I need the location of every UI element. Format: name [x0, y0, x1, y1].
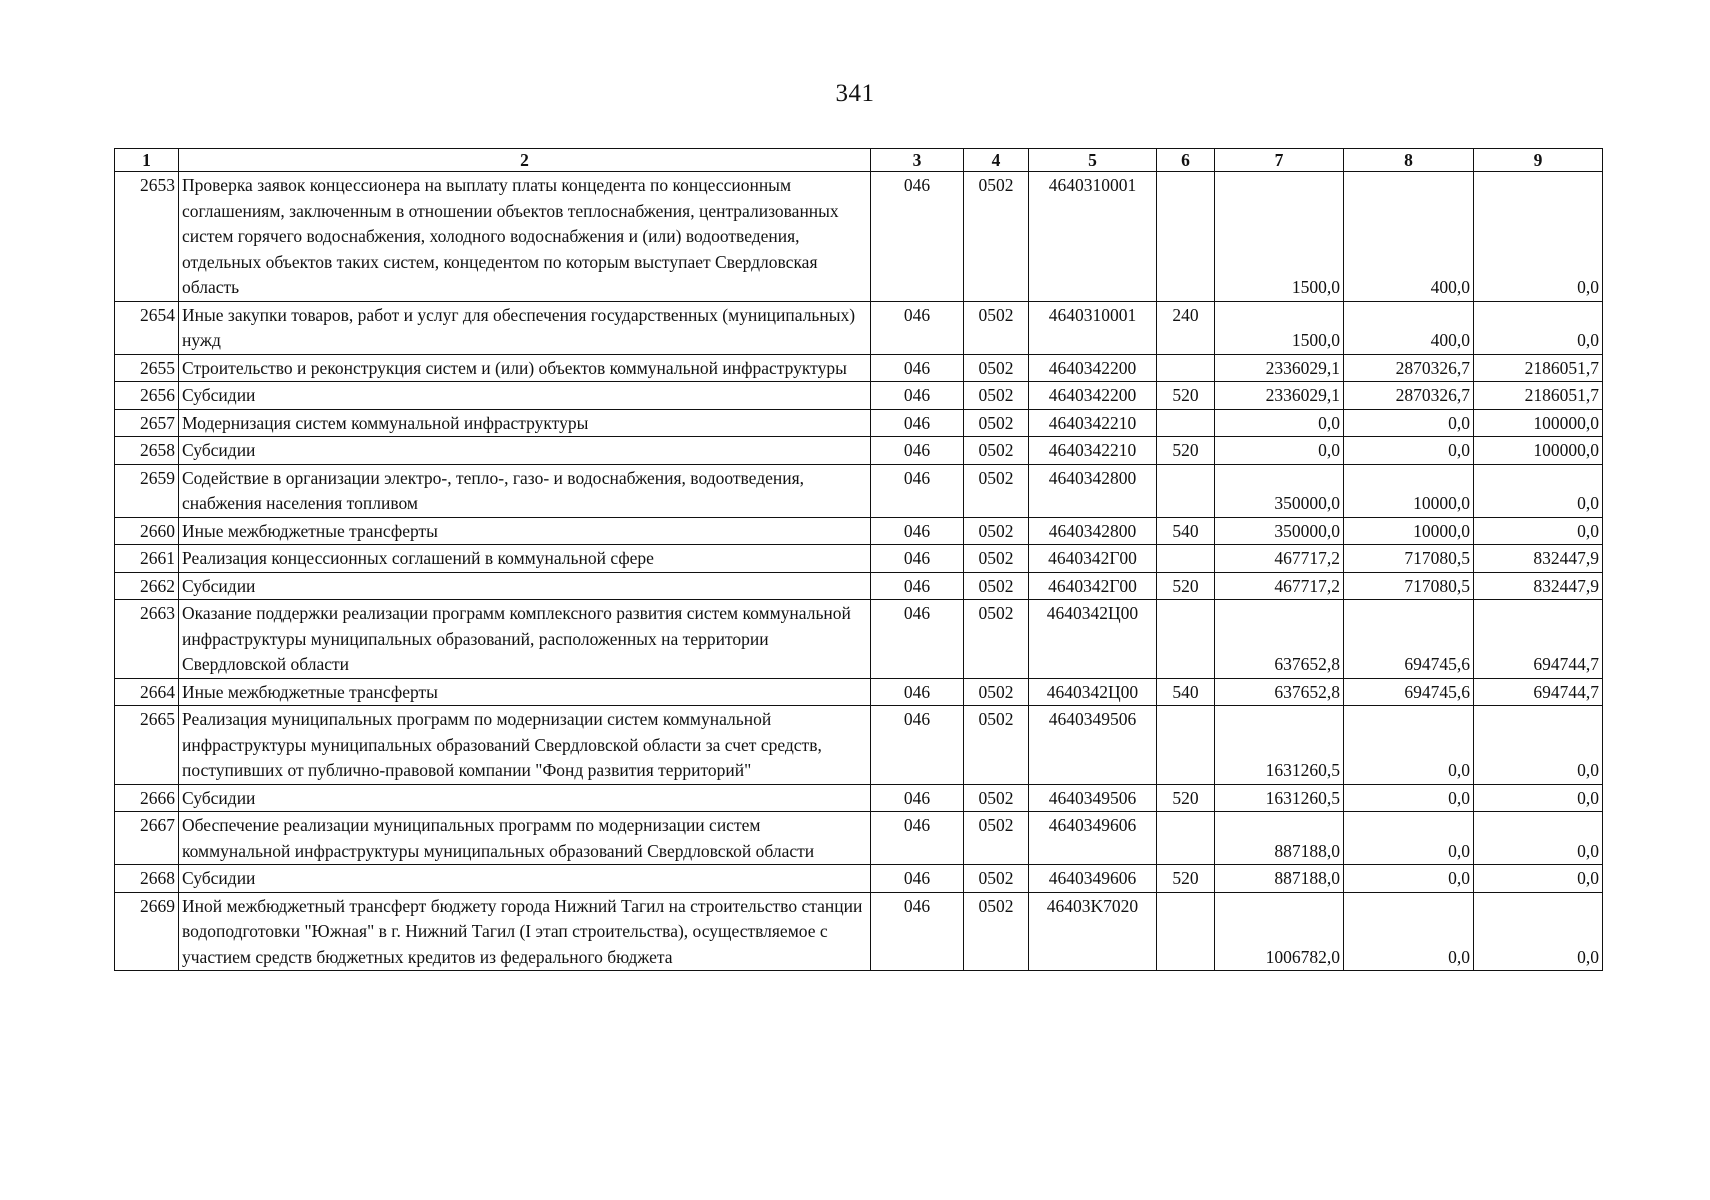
code-target-article: 4640342210: [1029, 409, 1157, 437]
code-expense-type: [1157, 545, 1215, 573]
code-section: 0502: [964, 382, 1029, 410]
code-expense-type: 520: [1157, 382, 1215, 410]
code-section: 0502: [964, 172, 1029, 302]
row-number: 2668: [115, 865, 179, 893]
code-expense-type: 520: [1157, 784, 1215, 812]
amount-year-1: 350000,0: [1215, 517, 1344, 545]
code-section: 0502: [964, 409, 1029, 437]
row-description: Субсидии: [179, 784, 871, 812]
row-description: Модернизация систем коммунальной инфраструктуры: [179, 409, 871, 437]
code-section: 0502: [964, 572, 1029, 600]
code-section: 0502: [964, 301, 1029, 354]
code-section: 0502: [964, 437, 1029, 465]
table-header-row: [115, 149, 1603, 172]
row-number: 2656: [115, 382, 179, 410]
code-ministry: 046: [871, 517, 964, 545]
code-target-article: 4640342210: [1029, 437, 1157, 465]
table-row: [115, 464, 1603, 517]
amount-year-3: 0,0: [1474, 892, 1603, 971]
amount-year-3: 100000,0: [1474, 409, 1603, 437]
row-number: 2653: [115, 172, 179, 302]
code-target-article: 4640342Ц00: [1029, 600, 1157, 679]
code-ministry: 046: [871, 409, 964, 437]
code-expense-type: [1157, 812, 1215, 865]
amount-year-3: 0,0: [1474, 812, 1603, 865]
code-ministry: 046: [871, 572, 964, 600]
code-target-article: 4640310001: [1029, 301, 1157, 354]
amount-year-2: 10000,0: [1344, 517, 1474, 545]
row-number: 2667: [115, 812, 179, 865]
row-number: 2663: [115, 600, 179, 679]
amount-year-2: 2870326,7: [1344, 354, 1474, 382]
code-target-article: 4640349506: [1029, 784, 1157, 812]
row-number: 2658: [115, 437, 179, 465]
amount-year-2: 400,0: [1344, 301, 1474, 354]
table-row: [115, 600, 1603, 679]
code-target-article: 4640349606: [1029, 812, 1157, 865]
table-row: [115, 678, 1603, 706]
amount-year-1: 1500,0: [1215, 301, 1344, 354]
code-ministry: 046: [871, 812, 964, 865]
table-row: [115, 409, 1603, 437]
row-number: 2665: [115, 706, 179, 785]
amount-year-3: 0,0: [1474, 464, 1603, 517]
amount-year-1: 0,0: [1215, 437, 1344, 465]
code-ministry: 046: [871, 678, 964, 706]
code-target-article: 4640342Ц00: [1029, 678, 1157, 706]
amount-year-2: 694745,6: [1344, 678, 1474, 706]
amount-year-1: 1631260,5: [1215, 706, 1344, 785]
amount-year-3: 0,0: [1474, 172, 1603, 302]
amount-year-2: 10000,0: [1344, 464, 1474, 517]
amount-year-1: 637652,8: [1215, 600, 1344, 679]
row-description: Строительство и реконструкция систем и (или) объектов коммунальной инфраструктуры: [179, 354, 871, 382]
code-target-article: 4640349606: [1029, 865, 1157, 893]
table-row: [115, 172, 1603, 302]
row-number: 2657: [115, 409, 179, 437]
table-row: [115, 572, 1603, 600]
amount-year-2: 717080,5: [1344, 545, 1474, 573]
row-description: Реализация муниципальных программ по модернизации систем коммунальной инфраструктуры муниципальных образований Свердловской области за счет средств, поступивших от публично-правовой компании "Фонд развития территорий": [179, 706, 871, 785]
table-row: [115, 865, 1603, 893]
amount-year-2: 0,0: [1344, 437, 1474, 465]
amount-year-2: 0,0: [1344, 892, 1474, 971]
amount-year-1: 1500,0: [1215, 172, 1344, 302]
code-expense-type: 240: [1157, 301, 1215, 354]
amount-year-1: 1631260,5: [1215, 784, 1344, 812]
code-expense-type: [1157, 464, 1215, 517]
code-section: 0502: [964, 812, 1029, 865]
row-description: Проверка заявок концессионера на выплату платы концедента по концессионным соглашениям, заключенным в отношении объектов теплоснабжения, централизованных систем горячего водоснабжения, холодного водоснабжения и (или) водоотведения, отдельных объектов таких систем, концедентом по которым выступает Свердловская область: [179, 172, 871, 302]
amount-year-1: 2336029,1: [1215, 354, 1344, 382]
row-description: Оказание поддержки реализации программ комплексного развития систем коммунальной инфраструктуры муниципальных образований, расположенных на территории Свердловской области: [179, 600, 871, 679]
table-row: [115, 706, 1603, 785]
code-section: 0502: [964, 517, 1029, 545]
code-target-article: 4640342200: [1029, 382, 1157, 410]
row-description: Иные закупки товаров, работ и услуг для обеспечения государственных (муниципальных) нужд: [179, 301, 871, 354]
amount-year-2: 0,0: [1344, 784, 1474, 812]
code-ministry: 046: [871, 706, 964, 785]
code-section: 0502: [964, 892, 1029, 971]
row-number: 2662: [115, 572, 179, 600]
code-section: 0502: [964, 545, 1029, 573]
amount-year-3: 0,0: [1474, 706, 1603, 785]
code-expense-type: 520: [1157, 572, 1215, 600]
code-expense-type: 540: [1157, 678, 1215, 706]
code-expense-type: [1157, 409, 1215, 437]
code-ministry: 046: [871, 892, 964, 971]
amount-year-1: 1006782,0: [1215, 892, 1344, 971]
row-number: 2664: [115, 678, 179, 706]
amount-year-3: 0,0: [1474, 517, 1603, 545]
amount-year-2: 0,0: [1344, 409, 1474, 437]
column-header: 4: [964, 149, 1029, 172]
amount-year-3: 0,0: [1474, 301, 1603, 354]
amount-year-3: 832447,9: [1474, 545, 1603, 573]
amount-year-1: 0,0: [1215, 409, 1344, 437]
row-description: Иные межбюджетные трансферты: [179, 517, 871, 545]
row-description: Иные межбюджетные трансферты: [179, 678, 871, 706]
row-number: 2661: [115, 545, 179, 573]
row-description: Обеспечение реализации муниципальных программ по модернизации систем коммунальной инфраструктуры муниципальных образований Свердловской области: [179, 812, 871, 865]
table-row: [115, 437, 1603, 465]
amount-year-2: 694745,6: [1344, 600, 1474, 679]
table-row: [115, 301, 1603, 354]
amount-year-2: 0,0: [1344, 706, 1474, 785]
table-row: [115, 812, 1603, 865]
code-expense-type: [1157, 706, 1215, 785]
code-target-article: 46403K7020: [1029, 892, 1157, 971]
code-section: 0502: [964, 678, 1029, 706]
amount-year-1: 637652,8: [1215, 678, 1344, 706]
column-header: 2: [179, 149, 871, 172]
code-ministry: 046: [871, 382, 964, 410]
amount-year-3: 2186051,7: [1474, 382, 1603, 410]
row-number: 2654: [115, 301, 179, 354]
amount-year-2: 717080,5: [1344, 572, 1474, 600]
amount-year-3: 100000,0: [1474, 437, 1603, 465]
amount-year-2: 0,0: [1344, 812, 1474, 865]
code-target-article: 4640342800: [1029, 464, 1157, 517]
code-ministry: 046: [871, 600, 964, 679]
amount-year-2: 0,0: [1344, 865, 1474, 893]
column-header: 3: [871, 149, 964, 172]
row-description: Иной межбюджетный трансферт бюджету города Нижний Тагил на строительство станции водоподготовки "Южная" в г. Нижний Тагил (I этап строительства), осуществляемое с участием средств бюджетных кредитов из федерального бюджета: [179, 892, 871, 971]
column-header: 5: [1029, 149, 1157, 172]
code-section: 0502: [964, 706, 1029, 785]
column-header: 6: [1157, 149, 1215, 172]
amount-year-3: 832447,9: [1474, 572, 1603, 600]
amount-year-1: 887188,0: [1215, 812, 1344, 865]
code-section: 0502: [964, 784, 1029, 812]
row-description: Субсидии: [179, 382, 871, 410]
table-row: [115, 892, 1603, 971]
amount-year-3: 2186051,7: [1474, 354, 1603, 382]
row-number: 2669: [115, 892, 179, 971]
row-number: 2660: [115, 517, 179, 545]
table-row: [115, 545, 1603, 573]
amount-year-3: 694744,7: [1474, 678, 1603, 706]
row-number: 2655: [115, 354, 179, 382]
column-header: 9: [1474, 149, 1603, 172]
code-ministry: 046: [871, 172, 964, 302]
page-number: 341: [835, 80, 875, 107]
code-target-article: 4640310001: [1029, 172, 1157, 302]
row-number: 2666: [115, 784, 179, 812]
code-ministry: 046: [871, 545, 964, 573]
code-target-article: 4640342800: [1029, 517, 1157, 545]
column-header: 7: [1215, 149, 1344, 172]
amount-year-3: 0,0: [1474, 784, 1603, 812]
row-description: Содействие в организации электро-, тепло-, газо- и водоснабжения, водоотведения, снабжения населения топливом: [179, 464, 871, 517]
amount-year-1: 467717,2: [1215, 545, 1344, 573]
table-row: [115, 517, 1603, 545]
code-expense-type: [1157, 354, 1215, 382]
code-section: 0502: [964, 354, 1029, 382]
amount-year-1: 2336029,1: [1215, 382, 1344, 410]
amount-year-1: 350000,0: [1215, 464, 1344, 517]
code-section: 0502: [964, 600, 1029, 679]
code-ministry: 046: [871, 464, 964, 517]
row-description: Субсидии: [179, 572, 871, 600]
code-ministry: 046: [871, 865, 964, 893]
code-expense-type: [1157, 892, 1215, 971]
code-target-article: 4640342Г00: [1029, 572, 1157, 600]
amount-year-1: 887188,0: [1215, 865, 1344, 893]
amount-year-1: 467717,2: [1215, 572, 1344, 600]
code-section: 0502: [964, 464, 1029, 517]
code-ministry: 046: [871, 301, 964, 354]
code-target-article: 4640349506: [1029, 706, 1157, 785]
code-target-article: 4640342Г00: [1029, 545, 1157, 573]
code-expense-type: 520: [1157, 437, 1215, 465]
code-expense-type: 540: [1157, 517, 1215, 545]
column-header: 1: [115, 149, 179, 172]
code-target-article: 4640342200: [1029, 354, 1157, 382]
code-section: 0502: [964, 865, 1029, 893]
code-ministry: 046: [871, 784, 964, 812]
column-header: 8: [1344, 149, 1474, 172]
table-row: [115, 382, 1603, 410]
row-description: Реализация концессионных соглашений в коммунальной сфере: [179, 545, 871, 573]
amount-year-3: 0,0: [1474, 865, 1603, 893]
budget-table: [114, 148, 1603, 971]
row-number: 2659: [115, 464, 179, 517]
code-expense-type: 520: [1157, 865, 1215, 893]
amount-year-2: 400,0: [1344, 172, 1474, 302]
table-row: [115, 354, 1603, 382]
code-ministry: 046: [871, 354, 964, 382]
amount-year-2: 2870326,7: [1344, 382, 1474, 410]
table-row: [115, 784, 1603, 812]
row-description: Субсидии: [179, 865, 871, 893]
code-ministry: 046: [871, 437, 964, 465]
row-description: Субсидии: [179, 437, 871, 465]
amount-year-3: 694744,7: [1474, 600, 1603, 679]
code-expense-type: [1157, 600, 1215, 679]
code-expense-type: [1157, 172, 1215, 302]
